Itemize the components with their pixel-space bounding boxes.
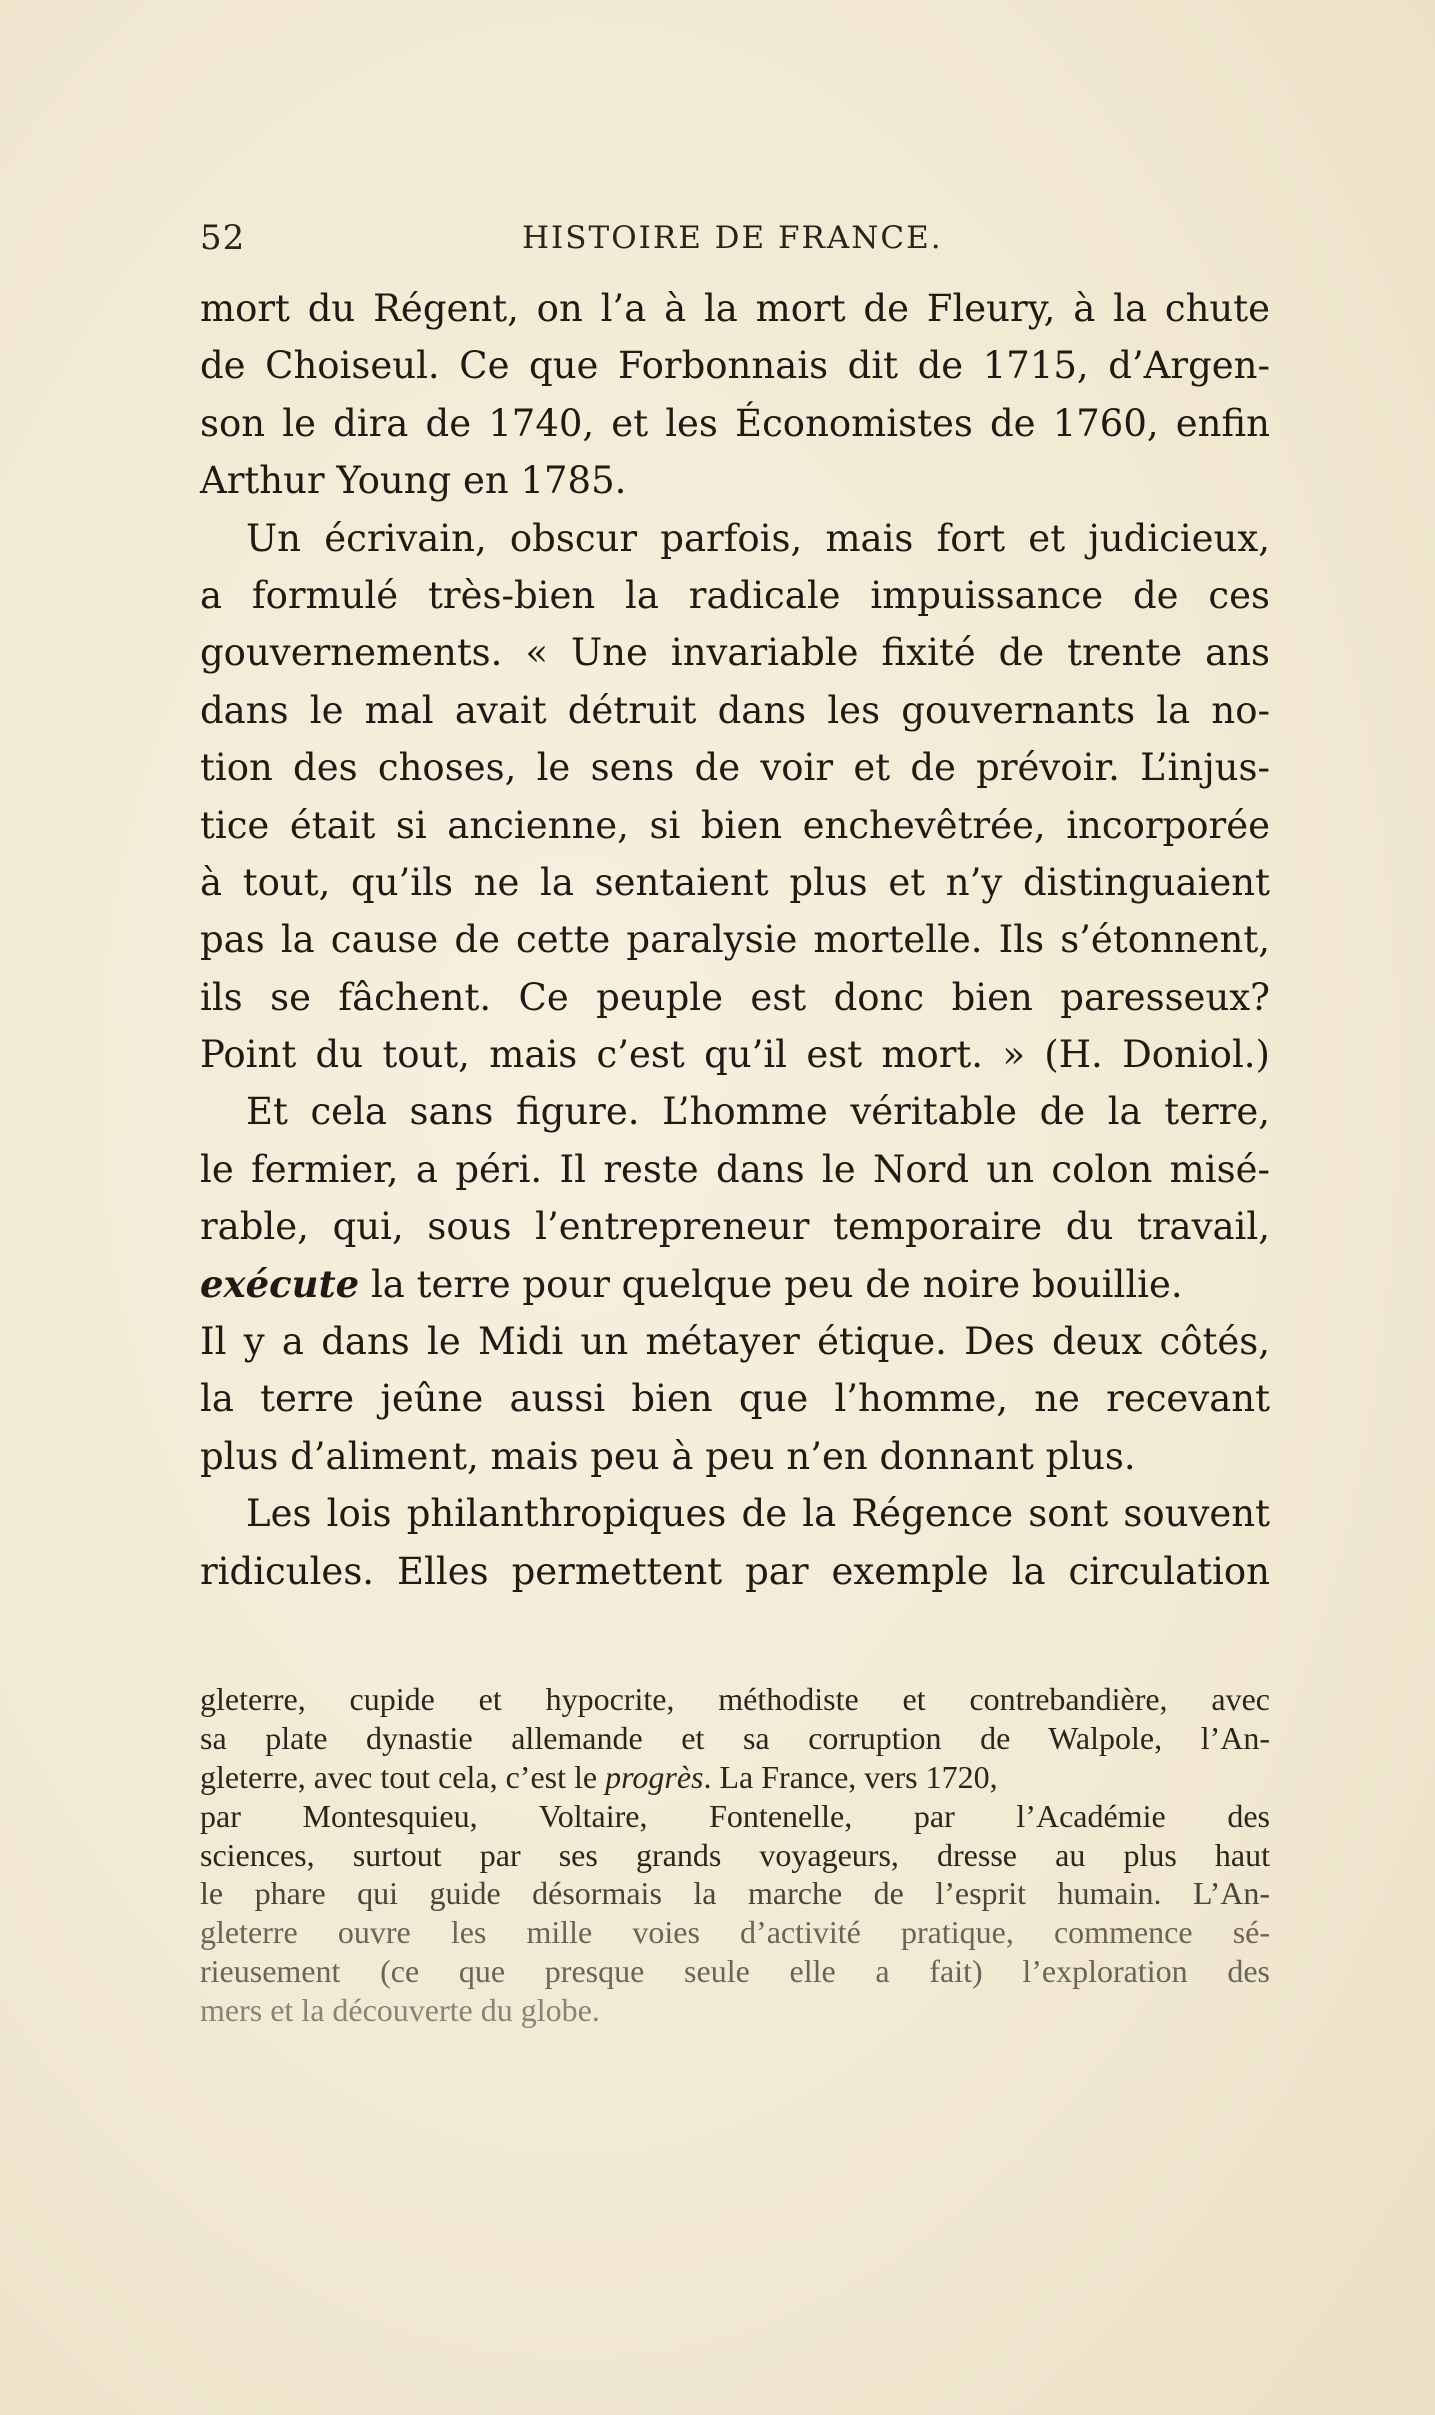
page-number: 52 bbox=[200, 218, 246, 258]
text-line: Il y a dans le Midi un métayer étique. Des deux côtés, bbox=[200, 1320, 1270, 1364]
footnote-line: rieusement (ce que presque seule elle a fait) l’exploration des bbox=[200, 1953, 1270, 1990]
text-line: a formulé très-bien la radicale impuissance de ces bbox=[200, 573, 1270, 617]
text-line: ridicules. Elles permettent par exemple la circulation bbox=[200, 1549, 1270, 1593]
footnote-line: gleterre, cupide et hypocrite, méthodiste et contrebandière, avec bbox=[200, 1681, 1270, 1717]
italic-word: exécute bbox=[200, 1261, 360, 1306]
page-header bbox=[200, 218, 1270, 268]
text-line: le fermier, a péri. Il reste dans le Nord un colon misé- bbox=[200, 1147, 1270, 1191]
text-line: son le dira de 1740, et les Économistes de 1760, enfin bbox=[200, 401, 1270, 445]
text-line-rest: la terre pour quelque peu de noire bouillie. bbox=[370, 1262, 1183, 1306]
text-line: tice était si ancienne, si bien enchevêtrée, incorporée bbox=[200, 803, 1270, 847]
text-line: Point du tout, mais c’est qu’il est mort. » (H. Doniol.) bbox=[200, 1033, 1270, 1077]
running-title: HISTOIRE DE FRANCE. bbox=[522, 220, 943, 256]
text-line: dans le mal avait détruit dans les gouvernants la no- bbox=[200, 688, 1270, 732]
footnote-line: par Montesquieu, Voltaire, Fontenelle, par l’Académie des bbox=[200, 1797, 1270, 1834]
footnote-block bbox=[200, 1680, 1270, 2030]
text-line: la terre jeûne aussi bien que l’homme, ne recevant bbox=[200, 1377, 1270, 1421]
footnote-line: sa plate dynastie allemande et sa corruption de Walpole, l’An- bbox=[200, 1719, 1270, 1756]
text-line: tion des choses, le sens de voir et de prévoir. L’injus- bbox=[200, 746, 1270, 790]
main-text bbox=[200, 280, 1270, 1600]
text-line: de Choiseul. Ce que Forbonnais dit de 1715, d’Argen- bbox=[200, 344, 1270, 388]
footnote-line: gleterre ouvre les mille voies d’activité pratique, commence sé- bbox=[200, 1914, 1270, 1951]
text-line: Arthur Young en 1785. bbox=[200, 459, 627, 503]
footnote-line: sciences, surtout par ses grands voyageurs, dresse au plus haut bbox=[200, 1836, 1270, 1873]
footnote-italic-word: progrès bbox=[605, 1758, 704, 1795]
text-line-with-italic bbox=[200, 1256, 1270, 1313]
paragraph-start-line: Les lois philanthropiques de la Régence sont souvent bbox=[246, 1492, 1270, 1536]
text-line: plus d’aliment, mais peu à peu n’en donnant plus. bbox=[200, 1434, 1136, 1478]
paragraph-start-line: Et cela sans figure. L’homme véritable de la terre, bbox=[246, 1090, 1270, 1134]
footnote-segment: gleterre, avec tout cela, c’est le bbox=[200, 1758, 598, 1795]
text-line: pas la cause de cette paralysie mortelle. Ils s’étonnent, bbox=[200, 918, 1270, 962]
footnote-line: mers et la découverte du globe. bbox=[200, 1992, 600, 2029]
footnote-line-with-italic bbox=[200, 1758, 1270, 1797]
text-line: à tout, qu’ils ne la sentaient plus et n’y distinguaient bbox=[200, 860, 1270, 904]
text-line: ils se fâchent. Ce peuple est donc bien paresseux? bbox=[200, 975, 1270, 1019]
text-line: mort du Régent, on l’a à la mort de Fleury, à la chute bbox=[200, 287, 1270, 330]
text-line: gouvernements. « Une invariable fixité de trente ans bbox=[200, 631, 1270, 675]
text-line: rable, qui, sous l’entrepreneur temporaire du travail, bbox=[200, 1205, 1270, 1249]
footnote-segment: . La France, vers 1720, bbox=[703, 1758, 998, 1795]
paragraph-start-line: Un écrivain, obscur parfois, mais fort et judicieux, bbox=[246, 516, 1270, 560]
footnote-line: le phare qui guide désormais la marche de l’esprit humain. L’An- bbox=[200, 1875, 1270, 1912]
